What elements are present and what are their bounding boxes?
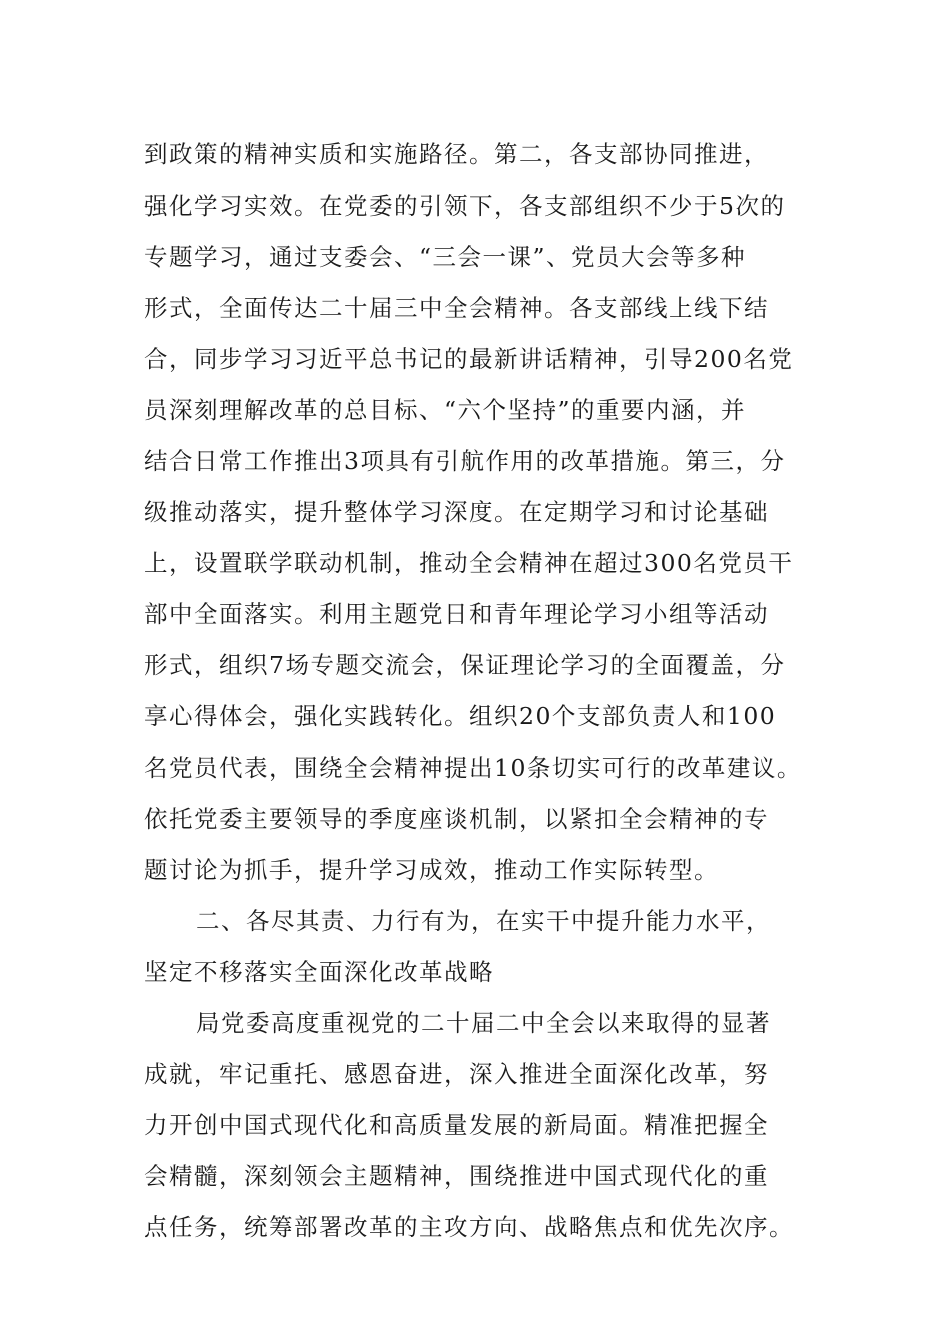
body-text-line: 上，设置联学联动机制，推动全会精神在超过300名党员干 [144,549,794,577]
body-text-line: 结合日常工作推出3项具有引航作用的改革措施。第三，分 [144,447,786,475]
body-text-line: 享心得体会，强化实践转化。组织20个支部负责人和100 [144,702,777,730]
body-text-line: 名党员代表，围绕全会精神提出10条切实可行的改革建议。 [144,754,802,782]
body-text-line: 点任务，统筹部署改革的主攻方向、战略焦点和优先次序。 [144,1213,794,1241]
body-text-line: 合，同步学习习近平总书记的最新讲话精神，引导200名党 [144,345,794,373]
body-text-line: 员深刻理解改革的总目标、“六个坚持”的重要内涵，并 [144,396,747,424]
body-text-line: 会精髓，深刻领会主题精神，围绕推进中国式现代化的重 [144,1162,769,1190]
body-text-line: 形式，组织7场专题交流会，保证理论学习的全面覆盖，分 [144,651,786,679]
section-heading-line: 二、各尽其责、力行有为，在实干中提升能力水平， [196,907,771,935]
body-text-line: 形式，全面传达二十届三中全会精神。各支部线上线下结 [144,294,769,322]
section-heading-line: 坚定不移落实全面深化改革战略 [144,958,494,986]
body-text-line: 局党委高度重视党的二十届二中全会以来取得的显著 [196,1009,771,1037]
body-text-line: 题讨论为抓手，提升学习成效，推动工作实际转型。 [144,856,719,884]
body-text-line: 成就，牢记重托、感恩奋进，深入推进全面深化改革，努 [144,1060,769,1088]
body-text-line: 到政策的精神实质和实施路径。第二，各支部协同推进， [144,140,769,168]
body-text-line: 强化学习实效。在党委的引领下，各支部组织不少于5次的 [144,192,786,220]
body-text-line: 级推动落实，提升整体学习深度。在定期学习和讨论基础 [144,498,769,526]
body-text-line: 专题学习，通过支委会、“三会一课”、党员大会等多种 [144,243,747,271]
body-text-line: 依托党委主要领导的季度座谈机制，以紧扣全会精神的专 [144,805,769,833]
body-text-line: 力开创中国式现代化和高质量发展的新局面。精准把握全 [144,1111,769,1139]
body-text-line: 部中全面落实。利用主题党日和青年理论学习小组等活动 [144,600,769,628]
